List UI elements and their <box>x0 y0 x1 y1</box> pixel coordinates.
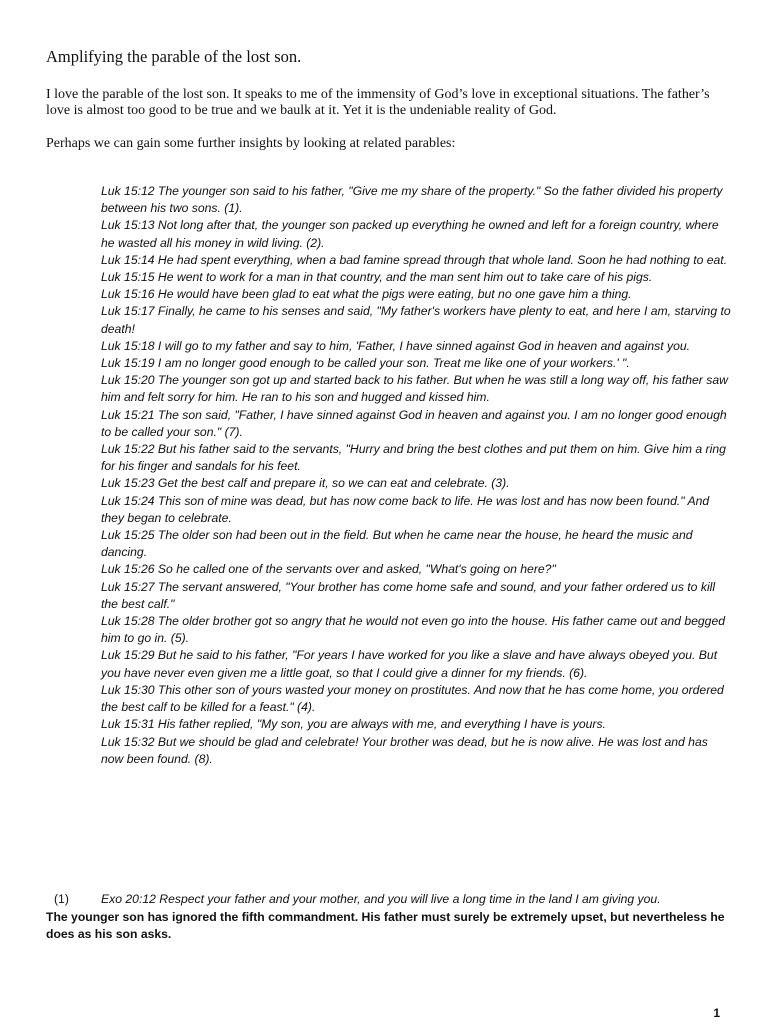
verse-15-30: Luk 15:30 This other son of yours wasted your money on prostitutes. And now that he has come home, you ordered the best calf to be killed for a feast." (4). <box>101 682 724 715</box>
verse-15-15: Luk 15:15 He went to work for a man in that country, and the man sent him out to take care of his pigs. <box>101 270 653 285</box>
verse-15-29: Luk 15:29 But he said to his father, "For years I have worked for you like a slave and have always obeyed you. But you have never even given me a little goat, so that I could give a dinner for my friends. (6). <box>101 648 718 680</box>
verse-15-18: Luk 15:18 I will go to my father and say to him, 'Father, I have sinned against God in heaven and against you. <box>101 338 691 353</box>
verse-15-24: Luk 15:24 This son of mine was dead, but has now come back to life. He was lost and has now been found." And they began to celebrate. <box>101 493 710 525</box>
footnote-quote: Exo 20:12 Respect your father and your mother, and you will live a long time in the land I am giving you. <box>101 892 661 906</box>
intro-paragraph: I love the parable of the lost son. It speaks to me of the immensity of God’s love in exceptional situations. The father’s love is almost too good to be true and we baulk at it. Yet it is the undeniable reality of God. <box>46 87 710 118</box>
verse-15-13: Luk 15:13 Not long after that, the younger son packed up everything he owned and left for a foreign country, where he wasted all his money in wild living. (2). <box>101 218 719 250</box>
verse-15-23: Luk 15:23 Get the best calf and prepare it, so we can eat and celebrate. (3). <box>101 476 510 491</box>
verse-15-22: Luk 15:22 But his father said to the servants, "Hurry and bring the best clothes and put them on him. Give him a ring for his finger and sandals for his feet. <box>101 442 726 474</box>
verse-15-19: Luk 15:19 I am no longer good enough to be called your son. Treat me like one of your workers.' ". <box>101 356 630 371</box>
verse-15-20: Luk 15:20 The younger son got up and started back to his father. But when he was still a long way off, his father saw him and felt sorry for him. He ran to his son and hugged and kissed him. <box>101 373 728 405</box>
document-title: Amplifying the parable of the lost son. <box>46 47 302 66</box>
verse-15-17: Luk 15:17 Finally, he came to his senses and said, "My father's workers have plenty to eat, and here I am, starving to death! <box>101 304 731 336</box>
verse-15-28: Luk 15:28 The older brother got so angry that he would not even go into the house. His father came out and begged him to go in. (5). <box>101 614 726 646</box>
verse-15-21: Luk 15:21 The son said, "Father, I have sinned against God in heaven and against you. I am no longer good enough to be called your son." (7). <box>101 407 727 439</box>
verse-15-25: Luk 15:25 The older son had been out in the field. But when he came near the house, he heard the music and dancing. <box>101 528 693 560</box>
verse-15-14: Luk 15:14 He had spent everything, when a bad famine spread through that whole land. Soon he had nothing to eat. <box>101 252 728 267</box>
verse-15-26: Luk 15:26 So he called one of the servants over and asked, "What's going on here?" <box>101 562 556 577</box>
page-number: 1 <box>713 1006 720 1020</box>
verse-15-32: Luk 15:32 But we should be glad and celebrate! Your brother was dead, but he is now alive. He was lost and has now been found. (8). <box>101 734 708 766</box>
footnote-comment: The younger son has ignored the fifth commandment. His father must surely be extremely upset, but nevertheless he does as his son asks. <box>46 909 725 941</box>
verse-15-12: Luk 15:12 The younger son said to his father, "Give me my share of the property." So the father divided his property between his two sons. (1). <box>101 184 723 216</box>
footnote-number: (1) <box>54 892 69 906</box>
verse-list <box>101 183 731 768</box>
lead-paragraph: Perhaps we can gain some further insights by looking at related parables: <box>46 136 456 151</box>
verse-15-27: Luk 15:27 The servant answered, "Your brother has come home safe and sound, and your father ordered us to kill the best calf." <box>101 579 716 611</box>
verse-15-31: Luk 15:31 His father replied, "My son, you are always with me, and everything I have is yours. <box>101 717 606 732</box>
verse-15-16: Luk 15:16 He would have been glad to eat what the pigs were eating, but no one gave him a thing. <box>101 287 632 302</box>
footnote-1 <box>46 891 736 944</box>
